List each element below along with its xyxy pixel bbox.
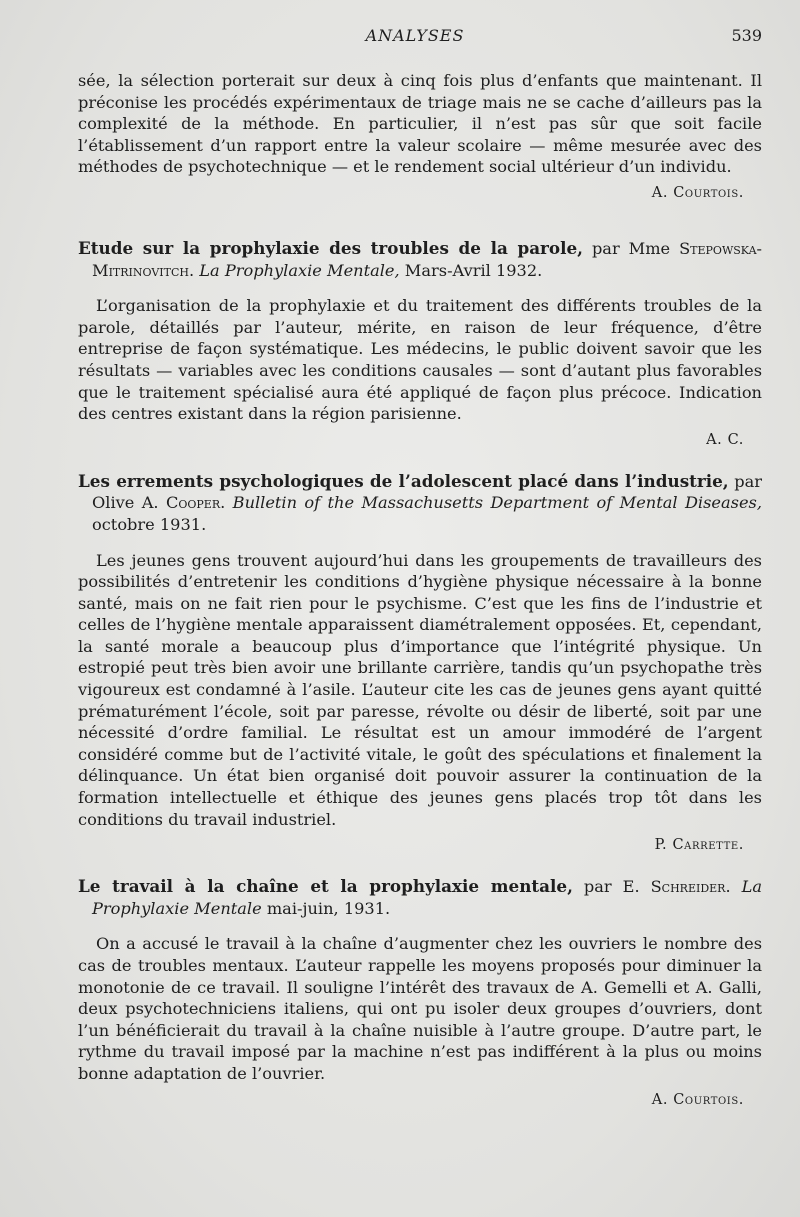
review-author: Schreider. <box>650 877 731 897</box>
review-signature: A. C. <box>706 431 744 448</box>
review-paragraph: Les jeunes gens trouvent aujourd’hui dans les groupements de travailleurs des possibilités d’entretenir les conditions d’hygiène physique nécessaire à la bonne santé, mais on ne fait rien pour le psychisme. C’est que les fins de l’industrie et celles de l’hygiène mentale apparaissent diamétralement opposées. Et, cependant, la santé morale a beaucoup plus d’importance que l’intégrité physique. Un estropié peut très bien avoir une brillante carrière, tandis qu’un psychopathe très vigoureux est condamné à l’asile. L’auteur cite les cas de jeunes gens ayant quitté prématurément l’école, soit par paresse, révolte ou désir de liberté, soit par une nécessité d’ordre familial. Le résultat est un amour immodéré de l’argent considéré comme but de l’activité vitale, le goût des spéculations et finalement la délinquance. Un état bien organisé doit pouvoir assurer la continuation de la formation intellectuelle et éthique des jeunes gens placés trop tôt dans les conditions du travail industriel. <box>78 550 762 829</box>
review-heading <box>78 238 762 281</box>
review-signature: A. Courtois. <box>651 1091 744 1108</box>
running-head <box>0 26 800 54</box>
review-title: Etude sur la prophylaxie des troubles de la parole, <box>78 237 583 258</box>
review-title: Les errements psychologiques de l’adolescent placé dans l’industrie, <box>78 470 729 491</box>
review-paragraph: L’organisation de la prophylaxie et du traitement des différents troubles de la parole, détaillés par l’auteur, mérite, en raison de leur fréquence, d’être entreprise de façon systématique. Les médecins, le public doivent savoir que les résultats — variables avec les conditions causales — sont d’autant plus favorables que le traitement spécialisé aura été appliqué de façon plus précoce. Indication des centres existant dans la région parisienne. <box>78 296 762 424</box>
review-entry <box>78 238 762 451</box>
review-paragraph: On a accusé le travail à la chaîne d’augmenter chez les ouvriers le nombre des cas de troubles mentaux. L’auteur rappelle les moyens proposés pour diminuer la monotonie de ce travail. Il souligne l’intérêt des travaux de A. Gemelli et A. Galli, deux psychotechniciens italiens, qui ont pu isoler deux groupes d’ouvriers, dont l’un bénéficierait du travail à la chaîne nuisible à l’autre groupe. D’autre part, le rythme du travail imposé par la machine n’est pas indifférent à la plus ou moins bonne adaptation de l’ouvrier. <box>78 934 762 1083</box>
running-title: ANALYSES <box>365 26 465 45</box>
review-journal: La Prophylaxie Mentale, <box>199 260 400 280</box>
review-entry <box>78 876 762 1110</box>
review-entry <box>78 471 762 857</box>
review-continuation <box>78 70 762 204</box>
review-title: Le travail à la chaîne et la prophylaxie mentale, <box>78 876 573 897</box>
review-date: mai-juin, 1931. <box>266 898 391 918</box>
review-journal: La Prophylaxie Mentale <box>92 877 763 918</box>
review-heading <box>78 876 762 919</box>
review-by: par Olive A. <box>92 471 762 513</box>
review-journal: Bulletin of the Massachusetts Department of Mental Diseases, <box>232 493 762 513</box>
review-paragraph: sée, la sélection porterait sur deux à cinq fois plus d’enfants que maintenant. Il préconise les procédés expérimentaux de triage mais ne se cache d’ailleurs pas la complexité de la méthode. En particulier, il n’est pas sûr que soit facile l’établissement d’un rapport entre la valeur scolaire — même mesurée avec des méthodes de psychotechnique — et le rendement social ultérieur d’un individu. <box>78 71 762 177</box>
review-date: Mars-Avril 1932. <box>404 260 543 280</box>
page-number: 539 <box>731 26 762 45</box>
review-author: Stepowska-Mitrinovitch. <box>92 238 762 280</box>
body-text <box>78 70 762 1111</box>
review-author: Cooper. <box>165 493 226 513</box>
review-by: par E. <box>583 877 640 897</box>
review-date: octobre 1931. <box>92 514 207 534</box>
review-signature: A. Courtois. <box>651 184 744 201</box>
review-signature: P. Carrette. <box>654 837 744 854</box>
review-heading <box>78 471 762 536</box>
review-by: par Mme <box>591 238 671 258</box>
